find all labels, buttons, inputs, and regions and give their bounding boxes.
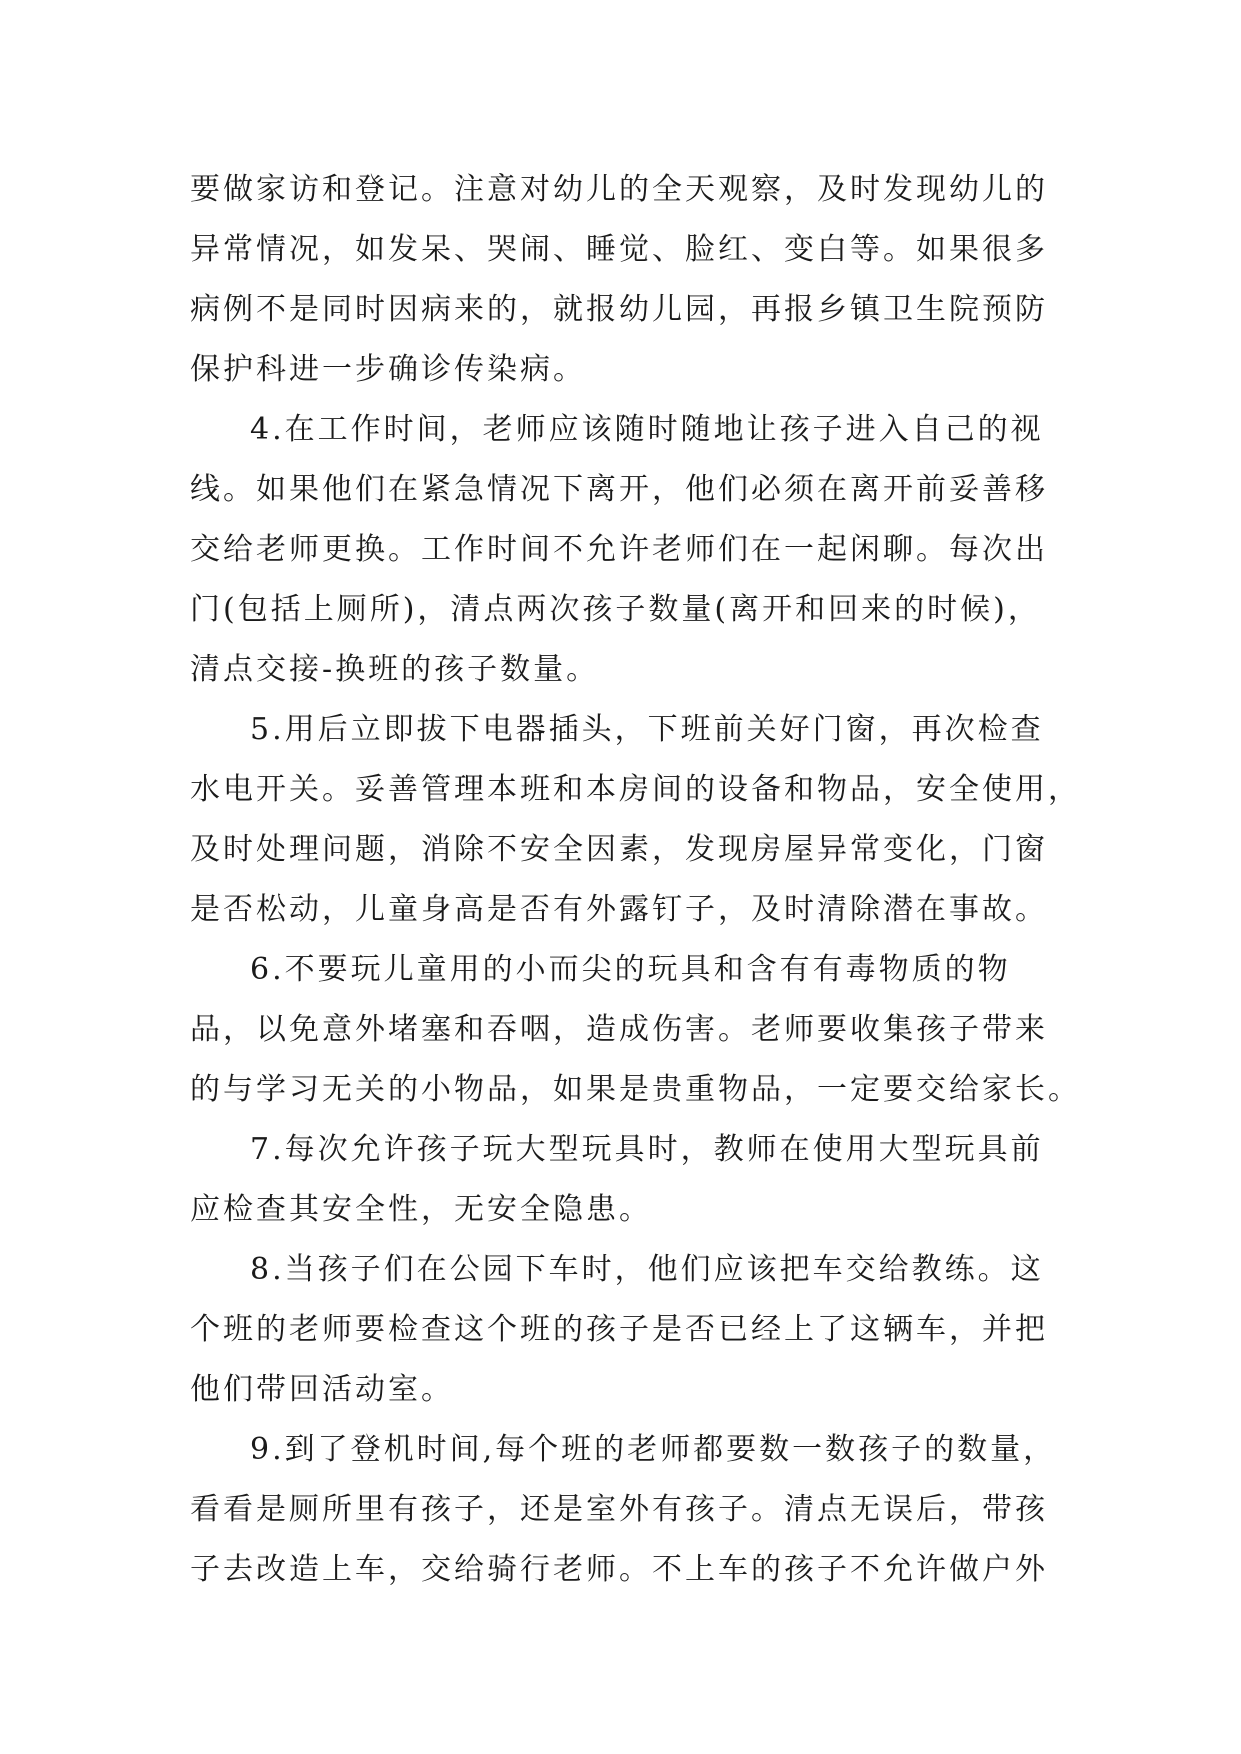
text-line: 个班的老师要检查这个班的孩子是否已经上了这辆车，并把	[190, 1312, 1048, 1347]
text-line: 病例不是同时因病来的，就报幼儿园，再报乡镇卫生院预防	[190, 292, 1048, 327]
text-line: 门(包括上厕所)，清点两次孩子数量(离开和回来的时候)，	[190, 592, 1041, 627]
text-line: 及时处理问题，消除不安全因素，发现房屋异常变化，门窗	[190, 832, 1048, 867]
paragraph-start-line: 6.不要玩儿童用的小而尖的玩具和含有有毒物质的物	[250, 952, 1011, 987]
paragraph-start-line: 5.用后立即拔下电器插头，下班前关好门窗，再次检查	[250, 712, 1044, 747]
text-line: 保护科进一步确诊传染病。	[190, 352, 586, 387]
text-line: 是否松动，儿童身高是否有外露钉子，及时清除潜在事故。	[190, 892, 1048, 927]
text-line: 异常情况，如发呆、哭闹、睡觉、脸红、变白等。如果很多	[190, 232, 1048, 267]
text-line: 水电开关。妥善管理本班和本房间的设备和物品，安全使用，	[190, 772, 1081, 807]
text-line: 品，以免意外堵塞和吞咽，造成伤害。老师要收集孩子带来	[190, 1012, 1048, 1047]
paragraph-start-line: 7.每次允许孩子玩大型玩具时，教师在使用大型玩具前	[250, 1132, 1044, 1167]
paragraph-start-line: 8.当孩子们在公园下车时，他们应该把车交给教练。这	[250, 1252, 1044, 1287]
paragraph-start-line: 9.到了登机时间,每个班的老师都要数一数孩子的数量，	[250, 1432, 1057, 1467]
text-line: 交给老师更换。工作时间不允许老师们在一起闲聊。每次出	[190, 532, 1048, 567]
text-line: 子去改造上车，交给骑行老师。不上车的孩子不允许做户外	[190, 1552, 1048, 1587]
body-text	[190, 160, 1081, 1600]
text-line: 线。如果他们在紧急情况下离开，他们必须在离开前妥善移	[190, 472, 1048, 507]
text-line: 的与学习无关的小物品，如果是贵重物品，一定要交给家长。	[190, 1072, 1081, 1107]
text-line: 应检查其安全性，无安全隐患。	[190, 1192, 652, 1227]
paragraph-start-line: 4.在工作时间，老师应该随时随地让孩子进入自己的视	[250, 412, 1044, 447]
text-line: 他们带回活动室。	[190, 1372, 454, 1407]
text-line: 看看是厕所里有孩子，还是室外有孩子。清点无误后，带孩	[190, 1492, 1048, 1527]
text-line: 清点交接-换班的孩子数量。	[190, 652, 600, 687]
text-line: 要做家访和登记。注意对幼儿的全天观察，及时发现幼儿的	[190, 172, 1048, 207]
